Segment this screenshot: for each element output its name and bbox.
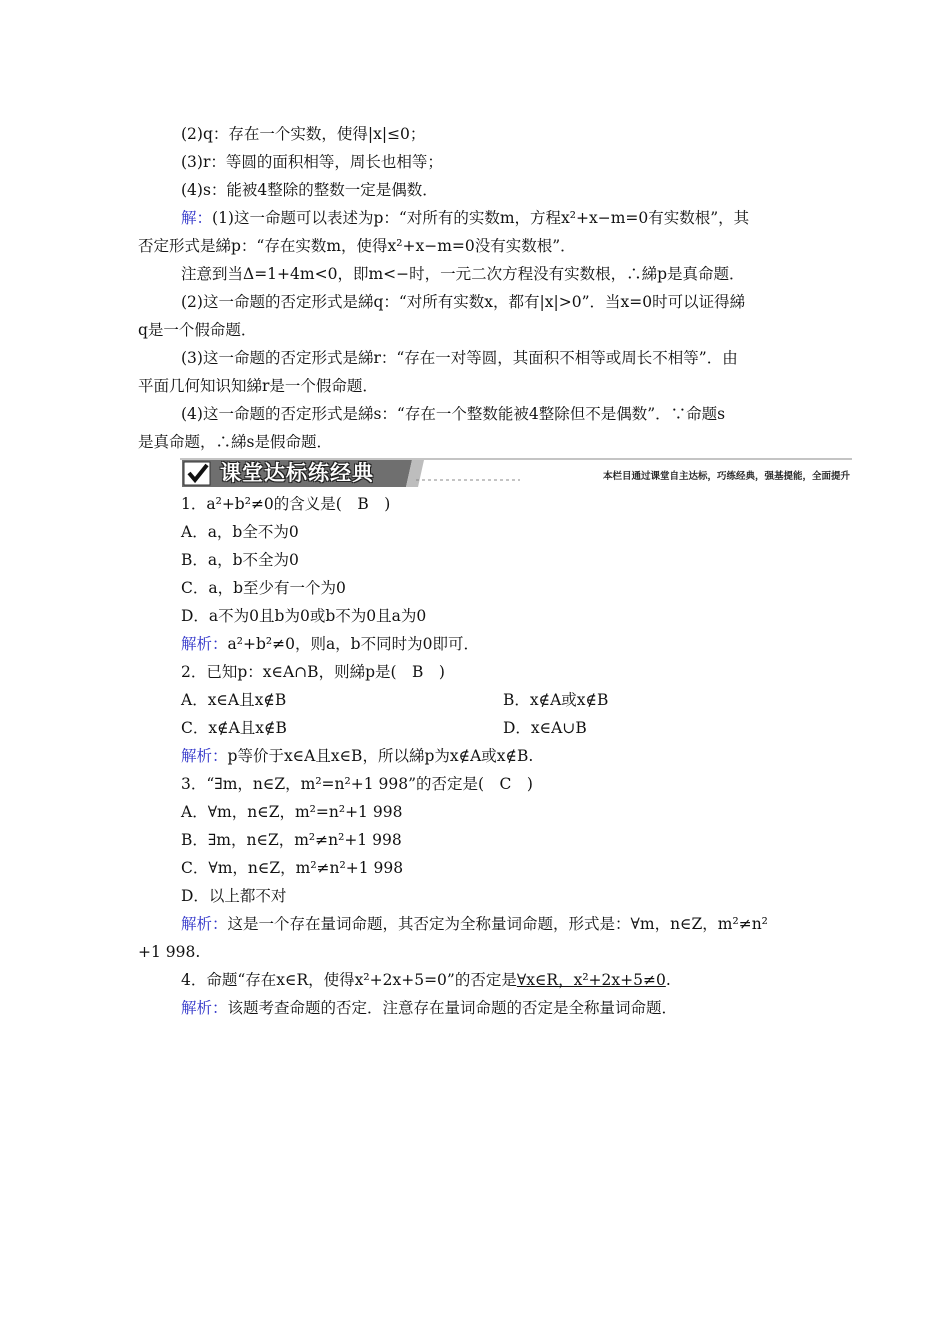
solution-text: (1)这一命题可以表述为p：“对所有的实数m，方程x²+x−m=0有实数根”，其 xyxy=(212,209,750,227)
q2-option-b: B．x∉A或x∉B xyxy=(503,691,609,709)
q4-answer: ∀x∈R，x²+2x+5≠0 xyxy=(516,971,666,989)
banner-note: 本栏目通过课堂自主达标，巧练经典，强基提能，全面提升 xyxy=(602,471,850,482)
explanation-text: 该题考查命题的否定．注意存在量词命题的否定是全称量词命题． xyxy=(227,999,678,1017)
q1-option-d: D．a不为0且b为0或b不为0且a为0 xyxy=(181,607,427,625)
q4-period: . xyxy=(665,971,671,989)
q4-question: 4．命题“存在x∈R，使得x²+2x+5=0”的否定是 xyxy=(181,971,517,989)
q3-explanation xyxy=(181,914,768,934)
q4-explanation xyxy=(181,998,677,1018)
section-banner xyxy=(180,458,852,488)
explanation-text: a²+b²≠0，则a，b不同时为0即可． xyxy=(227,635,479,653)
explanation-tag: 解析： xyxy=(181,999,228,1017)
q1-option-c: C．a，b至少有一个为0 xyxy=(181,579,346,597)
q3-option-b: B．∃m，n∈Z，m²≠n²+1 998 xyxy=(181,831,402,849)
solution-tag: 解： xyxy=(181,209,213,227)
solution-line-9: 是真命题，∴綈s是假命题． xyxy=(138,433,332,451)
q3-option-c: C．∀m，n∈Z，m²≠n²+1 998 xyxy=(181,859,404,877)
q3-option-a: A．∀m，n∈Z，m²=n²+1 998 xyxy=(181,803,403,821)
explanation-tag: 解析： xyxy=(181,915,228,933)
q2-explanation xyxy=(181,746,533,766)
q2-stem: 2．已知p：x∈A∩B，则綈p是( B ) xyxy=(181,663,445,681)
premise-q: (2)q：存在一个实数，使得|x|≤0； xyxy=(181,125,426,143)
solution-line-3: 注意到当Δ=1+4m<0，即m<−时，一元二次方程没有实数根，∴綈p是真命题． xyxy=(181,265,745,283)
solution-line-7: 平面几何知识知綈r是一个假命题． xyxy=(138,377,378,395)
solution-line-5: q是一个假命题． xyxy=(138,321,257,339)
solution-line-6: (3)这一命题的否定形式是綈r：“存在一对等圆，其面积不相等或周长不相等”．由 xyxy=(181,349,738,367)
q3-explanation-cont: +1 998. xyxy=(138,943,201,961)
explanation-tag: 解析： xyxy=(181,635,228,653)
explanation-tag: 解析： xyxy=(181,747,228,765)
explanation-text: p等价于x∈A且x∈B，所以綈p为x∉A或x∉B. xyxy=(227,747,534,765)
solution-line-4: (2)这一命题的否定形式是綈q：“对所有实数x，都有|x|>0”．当x=0时可以证得綈 xyxy=(181,293,746,311)
q2-option-c: C．x∉A且x∉B xyxy=(181,719,287,737)
solution-line-2: 否定形式是綈p：“存在实数m，使得x²+x−m=0没有实数根”． xyxy=(138,237,576,255)
solution-line-1 xyxy=(181,208,749,228)
q1-explanation xyxy=(181,634,479,654)
q1-option-a: A．a，b全不为0 xyxy=(181,523,299,541)
q3-option-d: D．以上都不对 xyxy=(181,887,287,905)
banner-title: 课堂达标练经典 xyxy=(220,461,374,485)
premise-r: (3)r：等圆的面积相等，周长也相等； xyxy=(181,153,443,171)
q4-stem xyxy=(181,970,671,990)
q1-stem: 1．a²+b²≠0的含义是( B ) xyxy=(181,495,391,513)
explanation-text: 这是一个存在量词命题，其否定为全称量词命题，形式是：∀m，n∈Z，m²≠n² xyxy=(227,915,768,933)
premise-s: (4)s：能被4整除的整数一定是偶数． xyxy=(181,181,438,199)
q2-option-a: A．x∈A且x∉B xyxy=(181,691,287,709)
solution-line-8: (4)这一命题的否定形式是綈s：“存在一个整数能被4整除但不是偶数”．∵命题s xyxy=(181,405,726,423)
q1-option-b: B．a，b不全为0 xyxy=(181,551,299,569)
q3-stem: 3．“∃m，n∈Z，m²=n²+1 998”的否定是( C ) xyxy=(181,775,533,793)
q2-option-d: D．x∈A∪B xyxy=(503,719,587,737)
